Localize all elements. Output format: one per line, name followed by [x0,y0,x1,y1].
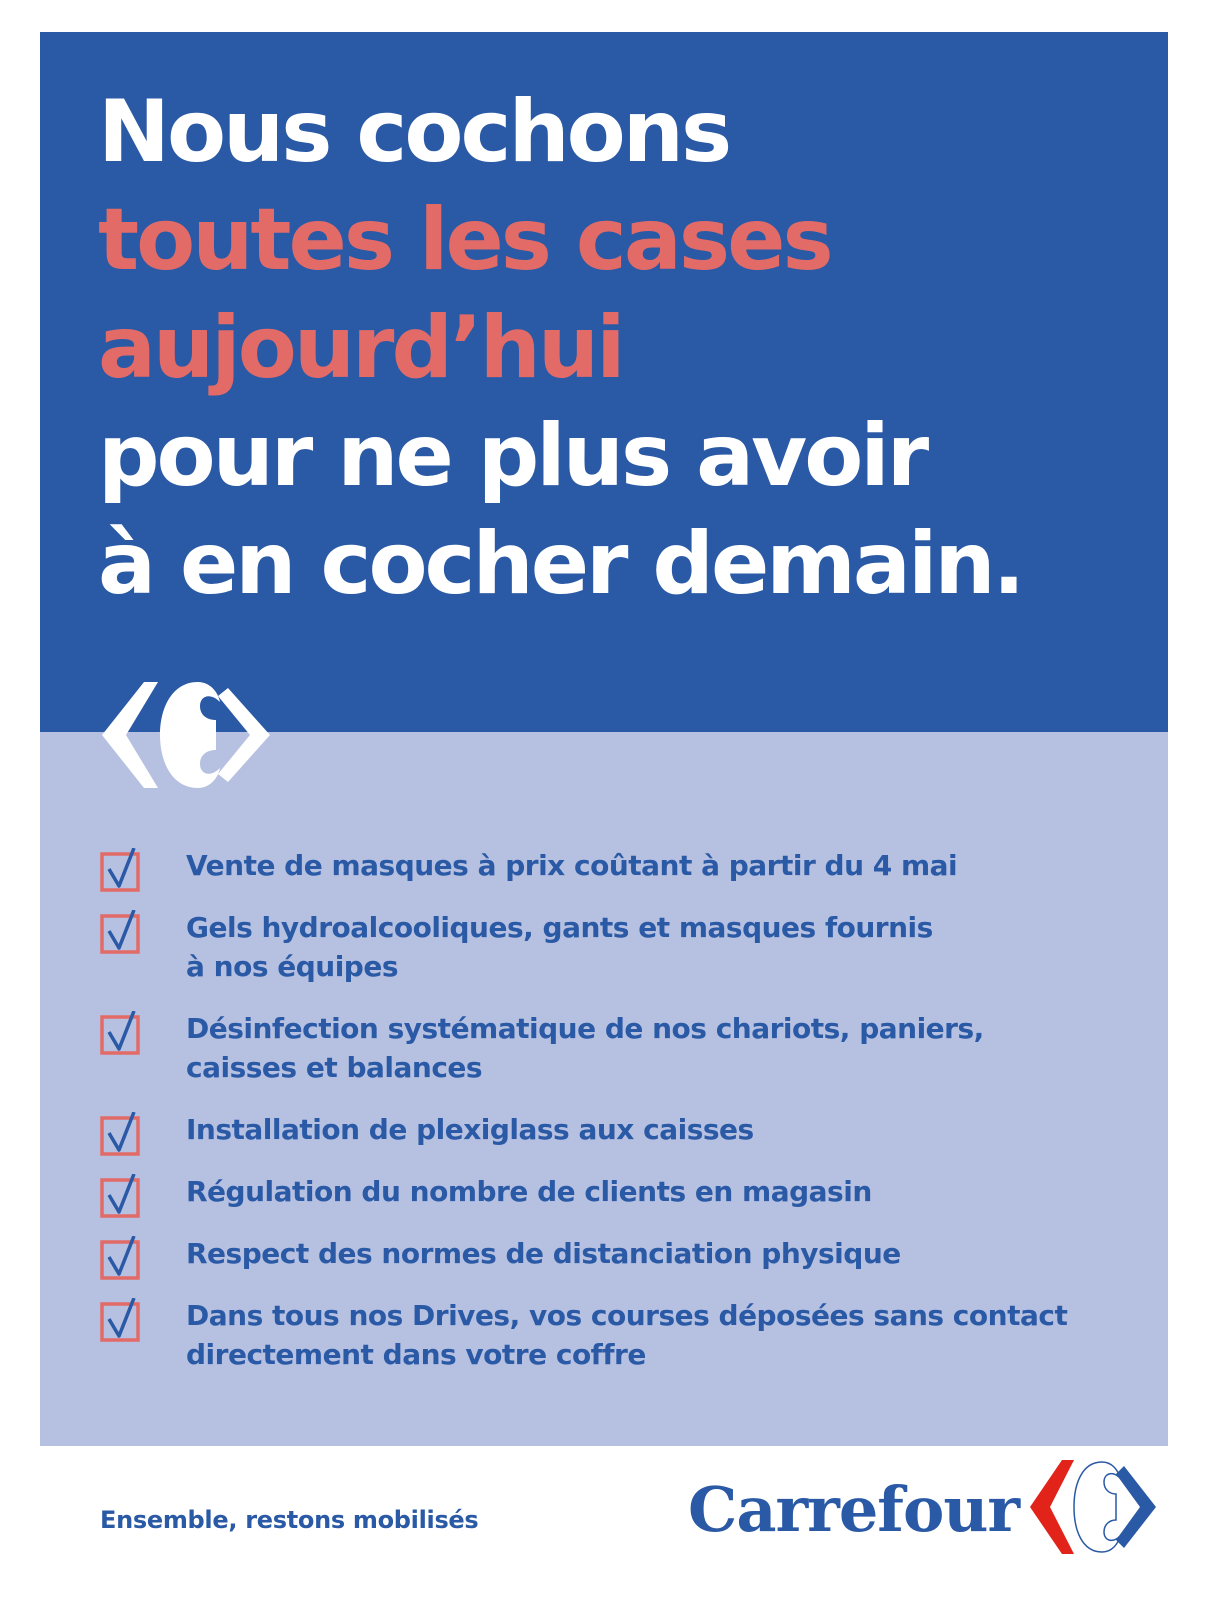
checkbox-checked-icon [100,1011,144,1055]
headline-line-5: à en cocher demain. [98,514,1023,614]
checkbox-checked-icon [100,1236,144,1280]
list-item [98,846,1138,885]
checkbox-checked-icon [100,1298,144,1342]
item-text-line: Désinfection systématique de nos chariots, paniers, [186,1012,984,1045]
list-item [98,1296,1138,1374]
item-text-line: Installation de plexiglass aux caisses [186,1113,754,1146]
brand-wordmark: Carrefour [688,1473,1020,1546]
headline-line-3: aujourd’hui [98,298,623,398]
carrefour-logo-icon [100,678,272,792]
headline-line-4: pour ne plus avoir [98,406,927,506]
list-item [98,1234,1138,1273]
checkbox-checked-icon [100,1174,144,1218]
list-item [98,1009,1138,1087]
item-text-line: Gels hydroalcooliques, gants et masques fournis [186,911,933,944]
headline-line-1: Nous cochons [98,82,730,182]
footer-tagline: Ensemble, restons mobilisés [100,1506,479,1534]
item-text-line: Respect des normes de distanciation physique [186,1237,901,1270]
checkbox-checked-icon [100,1112,144,1156]
list-item [98,908,1138,986]
list-item [98,1172,1138,1211]
item-text-line: à nos équipes [186,950,398,983]
item-text-line: directement dans votre coffre [186,1338,646,1371]
carrefour-logo-icon [1028,1458,1158,1556]
list-item [98,1110,1138,1149]
headline [98,78,1022,618]
measures-checklist [98,846,1138,1374]
item-text-line: Dans tous nos Drives, vos courses déposées sans contact [186,1299,1068,1332]
headline-line-2: toutes les cases [98,190,831,290]
item-text-line: Régulation du nombre de clients en magasin [186,1175,872,1208]
checkbox-checked-icon [100,910,144,954]
checkbox-checked-icon [100,848,144,892]
item-text-line: caisses et balances [186,1051,483,1084]
item-text-line: Vente de masques à prix coûtant à partir du 4 mai [186,849,958,882]
